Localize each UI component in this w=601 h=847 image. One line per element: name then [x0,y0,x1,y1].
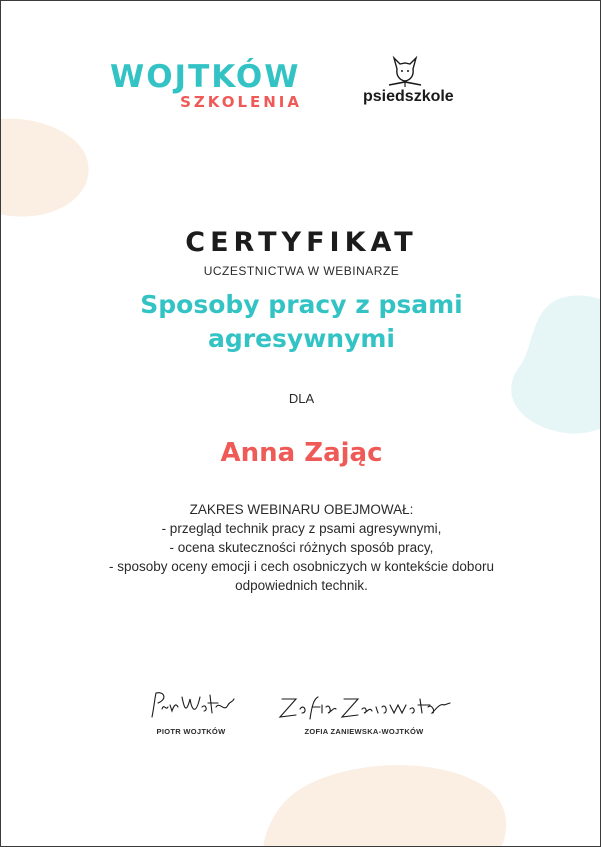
webinar-title-line2: agresywnymi [207,324,396,353]
psiedszkole-text: psiedszkole [363,88,454,105]
logo-szkolenia-text: SZKOLENIA [180,93,302,111]
scope-item: - sposoby oceny emocji i cech osobniczych w kontekście doboru [109,559,494,574]
decorative-blob-left [0,111,91,221]
logo-wojtkow-text: WOJTKÓW [110,59,301,95]
scope-item: - przegląd technik pracy z psami agresywnymi, [161,521,442,536]
signature-name-zofia: ZOFIA ZANIEWSKA-WOJTKÓW [304,727,424,736]
certificate-title: CERTYFIKAT [185,227,418,258]
signature-block-zofia [269,689,459,736]
scope-heading: ZAKRES WEBINARU OBEJMOWAŁ: [189,502,414,517]
decorative-blob-bottom [251,756,511,847]
psiedszkole-logo [361,55,454,111]
dog-reading-icon [387,55,423,89]
signature-zofia [274,689,454,723]
for-label: DLA [288,391,315,406]
signature-piotr [146,689,236,723]
webinar-title-line1: Sposoby pracy z psami [140,290,463,319]
signature-name-piotr: PIOTR WOJTKÓW [156,727,226,736]
certificate-subtitle: UCZESTNICTWA W WEBINARZE [203,264,400,278]
recipient-name: Anna Zając [220,438,383,468]
webinar-title [1,288,601,356]
scope-item: - ocena skuteczności różnych sposób pracy, [169,540,434,555]
wojtkow-szkolenia-logo [110,61,302,111]
webinar-scope [1,500,601,595]
signature-block-piotr [131,689,251,736]
scope-item: odpowiednich technik. [235,578,368,593]
